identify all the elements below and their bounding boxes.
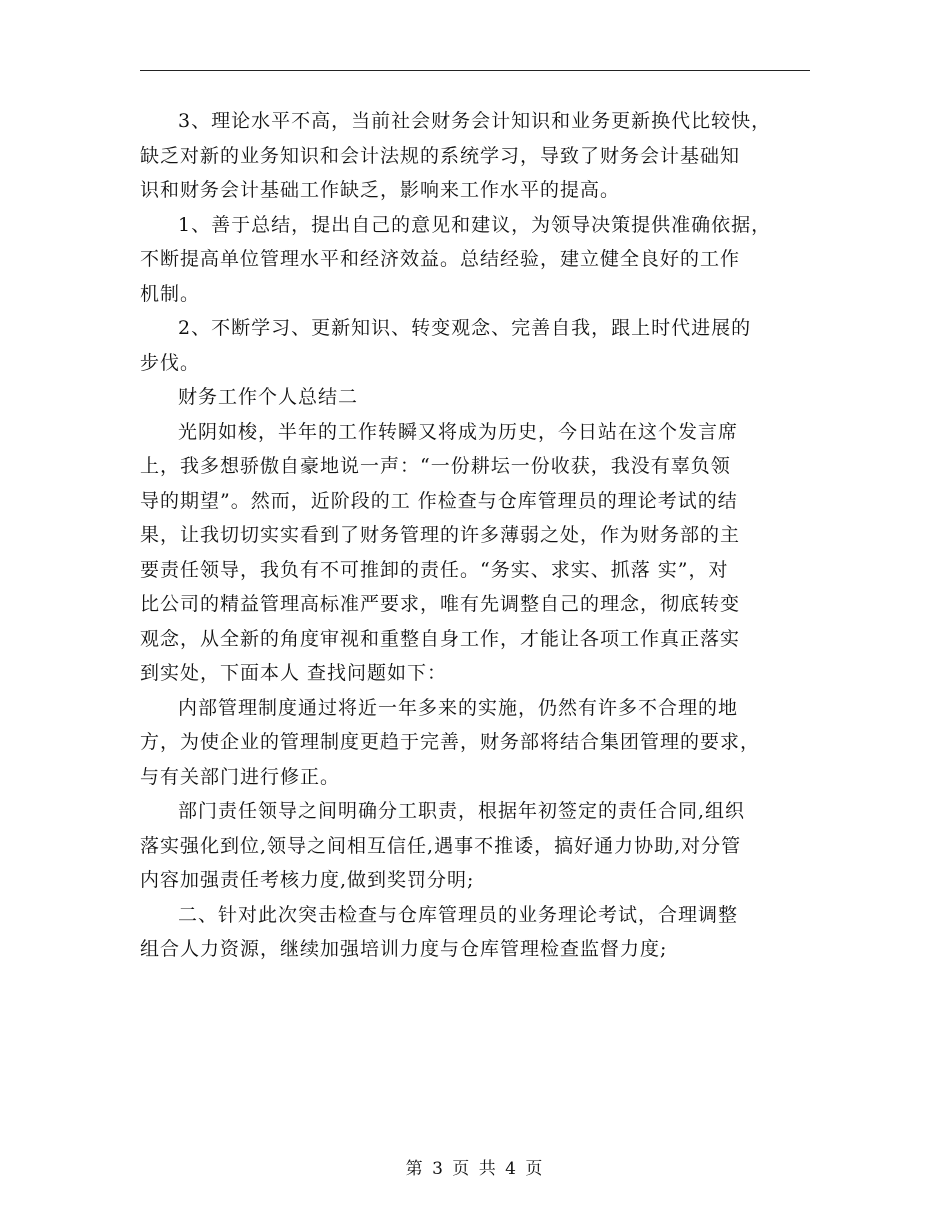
text-line: 方，为使企业的管理制度更趋于完善，财务部将结合集团管理的要求， xyxy=(140,731,761,753)
paragraph-department-duties xyxy=(140,794,810,898)
document-body xyxy=(140,104,810,967)
text-line: 组合人力资源，继续加强培训力度与仓库管理检查监督力度; xyxy=(140,938,668,960)
text-line: 比公司的精益管理高标准严要求，唯有先调整自己的理念，彻底转变 xyxy=(140,593,741,615)
section-heading xyxy=(140,380,810,415)
text-line: 3、理论水平不高，当前社会财务会计知识和业务更新换代比较快， xyxy=(178,110,772,132)
text-line: 机制。 xyxy=(140,282,201,305)
paragraph-measure-2 xyxy=(140,898,810,967)
text-line: 步伐。 xyxy=(140,351,201,374)
paragraph-plan-2 xyxy=(140,311,810,380)
text-line: 不断提高单位管理水平和经济效益。总结经验，建立健全良好的工作 xyxy=(140,248,741,270)
text-line: 光阴如梭，半年的工作转瞬又将成为历史，今日站在这个发言席 xyxy=(178,420,739,443)
text-line: 观念，从全新的角度审视和重整自身工作，才能让各项工作真正落实 xyxy=(140,627,741,650)
page-number: 第 3 页 共 4 页 xyxy=(405,1159,545,1179)
text-line: 2、不断学习、更新知识、转变观念、完善自我，跟上时代进展的 xyxy=(178,317,752,339)
header-rule xyxy=(140,70,810,71)
text-line: 内部管理制度通过将近一年多来的实施，仍然有许多不合理的地 xyxy=(178,696,739,719)
text-line: 1、善于总结，提出自己的意见和建议，为领导决策提供准确依据， xyxy=(178,213,772,236)
paragraph-intro xyxy=(140,415,810,691)
text-line: 部门责任领导之间明确分工职责，根据年初签定的责任合同,组织 xyxy=(178,800,746,822)
paragraph-plan-1 xyxy=(140,208,810,312)
text-line: 与有关部门进行修正。 xyxy=(140,765,341,788)
text-line: 导的期望”。然而，近阶段的工 作检查与仓库管理员的理论考试的结 xyxy=(140,489,738,512)
text-line: 要责任领导，我负有不可推卸的责任。“务实、求实、抓落 实”，对 xyxy=(140,558,729,581)
text-line: 内容加强责任考核力度,做到奖罚分明; xyxy=(140,869,475,891)
text-line: 二、针对此次突击检查与仓库管理员的业务理论考试，合理调整 xyxy=(178,903,739,926)
paragraph-weakness-3 xyxy=(140,104,810,208)
text-line: 果，让我切切实实看到了财务管理的许多薄弱之处，作为财务部的主 xyxy=(140,524,741,546)
text-line: 到实处，下面本人 查找问题如下： xyxy=(140,662,448,684)
paragraph-internal-management xyxy=(140,691,810,795)
section-heading-text: 财务工作个人总结二 xyxy=(178,386,359,408)
text-line: 落实强化到位,领导之间相互信任,遇事不推诿，搞好通力协助,对分管 xyxy=(140,834,742,857)
text-line: 缺乏对新的业务知识和会计法规的系统学习，导致了财务会计基础知 xyxy=(140,144,741,167)
text-line: 上，我多想骄傲自豪地说一声：“一份耕坛一份收获，我没有辜负领 xyxy=(140,455,731,477)
text-line: 识和财务会计基础工作缺乏，影响来工作水平的提高。 xyxy=(140,179,621,201)
